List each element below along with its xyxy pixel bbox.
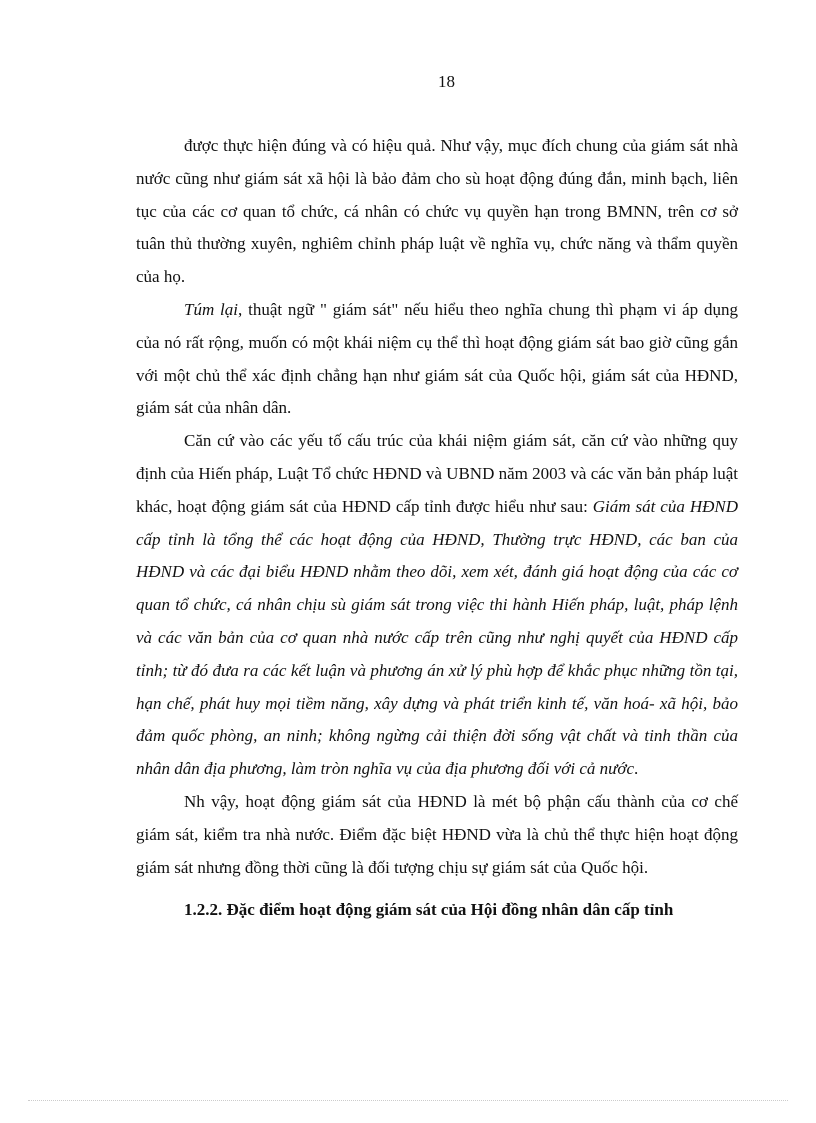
definition-italic: Giám sát của HĐND cấp tỉnh là tổng thể các hoạt động của HĐND, Thường trực HĐND, các ban của HĐND và các đại biểu HĐND nhằm theo dõi, xem xét, đánh giá hoạt động của các cơ quan tổ chức, cá nhân chịu sù giám sát trong việc thi hành Hiến pháp, luật, pháp lệnh và các văn bản của cơ quan nhà nước cấp trên cũng như nghị quyết của HĐND cấp tỉnh; từ đó đưa ra các kết luận và phương án xử lý phù hợp để khắc phục những tồn tại, hạn chế, phát huy mọi tiềm năng, xây dựng và phát triển kinh tế, văn hoá- xã hội, bảo đảm quốc phòng, an ninh; không ngừng cải thiện đời sống vật chất và tinh thần của nhân dân địa phương, làm tròn nghĩa vụ của địa phương đối với cả nước — [136, 496, 738, 779]
definition-intro: Căn cứ vào các yếu tố cấu trúc của khái niệm giám sát, căn cứ vào những quy định của Hiến pháp, Luật Tổ chức HĐND và UBND năm 2003 và các văn bản pháp luật khác, hoạt động giám sát của HĐND cấp tỉnh được hiểu như sau: — [136, 431, 738, 516]
paragraph-conclusion: Nh vậy, hoạt động giám sát của HĐND là mét bộ phận cấu thành của cơ chế giám sát, kiểm tra nhà nước. Điểm đặc biệt HĐND vừa là chủ thể thực hiện hoạt động giám sát nhưng đồng thời cũng là đối tượng chịu sự giám sát của Quốc hội. — [136, 791, 738, 877]
paragraph-definition — [136, 425, 738, 786]
document-body — [136, 130, 738, 926]
summary-lead: Túm lại — [184, 299, 239, 319]
section-heading: 1.2.2. Đặc điểm hoạt động giám sát của Hội đồng nhân dân cấp tỉnh — [184, 900, 674, 920]
definition-end: . — [634, 759, 639, 779]
paragraph-summary — [136, 294, 738, 425]
summary-text: , thuật ngữ " giám sát" nếu hiểu theo nghĩa chung thì phạm vi áp dụng của nó rất rộng, muốn có một khái niệm cụ thể thì hoạt động giám sát bao giờ cũng gắn với một chủ thể xác định chẳng hạn như giám sát của Quốc hội, giám sát của HĐND, giám sát của nhân dân. — [136, 299, 738, 418]
footer-divider — [28, 1100, 788, 1101]
paragraph-purpose: được thực hiện đúng và có hiệu quả. Như vậy, mục đích chung của giám sát nhà nước cũng như giám sát xã hội là bảo đảm cho sù hoạt động đúng đắn, minh bạch, liên tục của các cơ quan tổ chức, cá nhân có chức vụ quyền hạn trong BMNN, trên cơ sở tuân thủ thường xuyên, nghiêm chỉnh pháp luật về nghĩa vụ, chức năng và thẩm quyền của họ. — [136, 136, 738, 287]
page-number: 18 — [438, 72, 455, 91]
